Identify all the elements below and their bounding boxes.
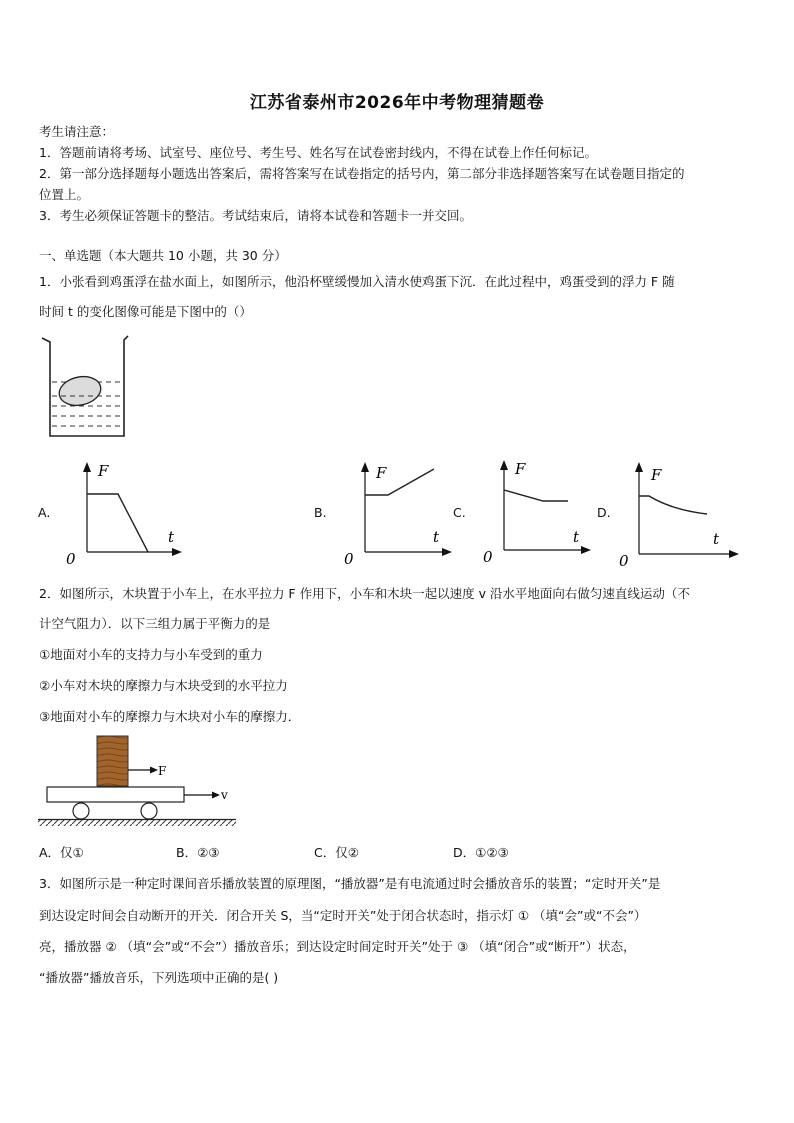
q1-option-b-label: B. — [314, 505, 327, 520]
q1-option-a-label: A. — [38, 505, 51, 520]
q2-statement: ①地面对小车的支持力与小车受到的重力 — [39, 647, 263, 662]
axis-x-label: t — [168, 528, 175, 546]
graph-d — [617, 458, 742, 568]
section-heading: 一、单选题（本大题共 10 小题，共 30 分） — [39, 248, 287, 263]
graph-a — [60, 458, 185, 568]
axis-x-label: t — [573, 528, 580, 546]
page-title: 江苏省泰州市2026年中考物理猜题卷 — [249, 93, 545, 113]
q3-stem-line: 到达设定时间会自动断开的开关．闭合开关 S，当“定时开关”处于闭合状态时，指示灯 ① （填“会”或“不会”） — [39, 908, 647, 923]
notice-item: 3．考生必须保证答题卡的整洁。考试结束后，请将本试卷和答题卡一并交回。 — [39, 208, 472, 223]
origin-label: 0 — [66, 550, 76, 568]
q3-stem-line: “播放器”播放音乐，下列选项中正确的是( ) — [39, 970, 279, 985]
notice-item: 1．答题前请将考场、试室号、座位号、考生号、姓名写在试卷密封线内，不得在试卷上作任何标记。 — [39, 145, 597, 160]
q2-option-c: C．仅② — [314, 845, 359, 860]
axis-y-label: F — [515, 460, 526, 478]
q2-option-d: D．①②③ — [453, 845, 509, 860]
notice-heading: 考生请注意： — [39, 124, 115, 139]
axis-y-label: F — [376, 464, 387, 482]
q2-statement: ②小车对木块的摩擦力与木块受到的水平拉力 — [39, 678, 288, 693]
wheel — [73, 803, 89, 819]
q1-option-c-label: C. — [453, 505, 466, 520]
graph-b — [336, 458, 454, 568]
axis-y-label: F — [651, 466, 662, 484]
cart-block-figure — [36, 734, 246, 830]
velocity-label: v — [221, 788, 228, 802]
q1-stem-line: 时间 t 的变化图像可能是下图中的（） — [39, 304, 252, 319]
wheel — [141, 803, 157, 819]
force-label: F — [158, 764, 167, 778]
wood-block — [97, 736, 128, 786]
q2-statement: ③地面对小车的摩擦力与木块对小车的摩擦力． — [39, 709, 301, 724]
axis-y-label: F — [98, 462, 109, 480]
axis-x-label: t — [713, 530, 720, 548]
axis-x-label: t — [433, 528, 440, 546]
beaker-figure — [38, 334, 130, 440]
q1-option-d-label: D. — [597, 505, 611, 520]
notice-item: 2．第一部分选择题每小题选出答案后，需将答案写在试卷指定的括号内，第二部分非选择题答案写在试卷题目指定的 — [39, 166, 685, 181]
q1-stem-line: 1．小张看到鸡蛋浮在盐水面上，如图所示，他沿杯壁缓慢加入清水使鸡蛋下沉．在此过程中，鸡蛋受到的浮力 F 随 — [39, 274, 675, 289]
cart-body — [47, 787, 184, 802]
notice-item: 位置上。 — [39, 187, 90, 202]
graph-c — [475, 456, 593, 566]
q2-option-a: A．仅① — [39, 845, 84, 860]
origin-label: 0 — [344, 550, 354, 568]
q3-stem-line: 亮，播放器 ② （填“会”或“不会”）播放音乐；到达设定时间定时开关”处于 ③ （填“闭合”或“断开”）状态， — [39, 939, 636, 954]
q2-stem-line: 2．如图所示，木块置于小车上，在水平拉力 F 作用下，小车和木块一起以速度 v 沿水平地面向右做匀速直线运动（不 — [39, 586, 690, 601]
q2-stem-line: 计空气阻力）．以下三组力属于平衡力的是 — [39, 616, 271, 631]
q2-option-b: B．②③ — [176, 845, 220, 860]
q3-stem-line: 3．如图所示是一种定时课间音乐播放装置的原理图，“播放器”是有电流通过时会播放音乐的装置；“定时开关”是 — [39, 876, 661, 891]
origin-label: 0 — [483, 548, 493, 566]
origin-label: 0 — [619, 552, 629, 568]
